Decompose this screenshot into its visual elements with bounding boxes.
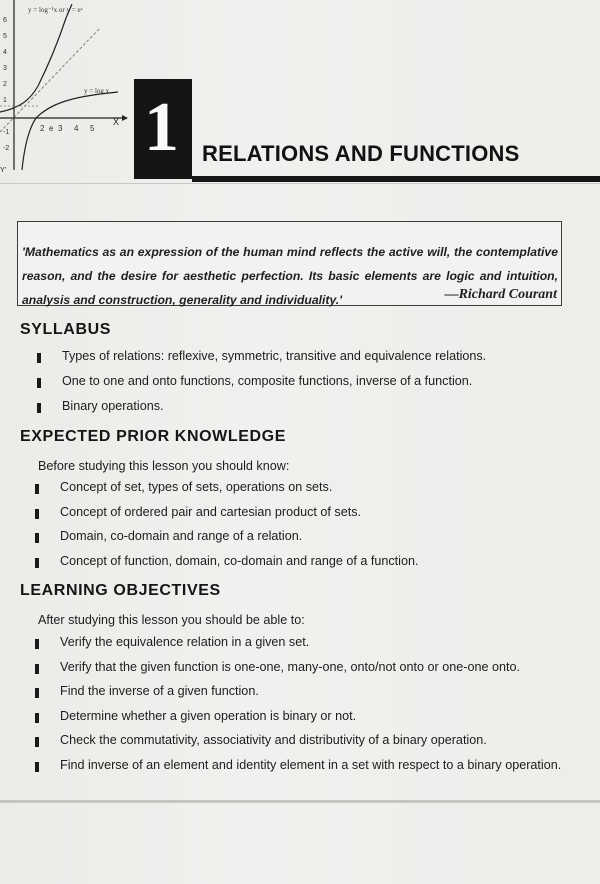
y-tick-label: 6 (3, 17, 7, 24)
y-tick-label: -2 (3, 145, 10, 152)
footer-rule (0, 800, 600, 803)
x-axis-arrow (122, 115, 128, 121)
chapter-title: RELATIONS AND FUNCTIONS (202, 141, 520, 166)
y-tick-label: 4 (3, 49, 7, 56)
log-curve-label: y = log x (84, 87, 110, 95)
bullet-marker (35, 762, 39, 772)
list-item: Types of relations: reflexive, symmetric, transitive and equivalence relations. (62, 349, 487, 363)
list-item: Check the commutativity, associativity and distributivity of a binary operation. (60, 733, 487, 747)
bullet-marker (35, 533, 39, 543)
bullet-marker (35, 713, 39, 723)
y-axis-label: Y' (0, 167, 7, 174)
log-exp-graph (0, 0, 135, 175)
list-item: Binary operations. (62, 399, 164, 413)
chapter-number: 1 (144, 89, 179, 166)
x-tick-label: 3 (58, 124, 63, 133)
list-item: Concept of function, domain, co-domain and range of a function. (60, 553, 419, 568)
x-tick-label: 5 (90, 124, 95, 133)
identity-line (0, 28, 100, 132)
bullet-marker (35, 509, 39, 519)
chapter-number-block (134, 79, 192, 179)
list-item: Concept of set, types of sets, operations on sets. (60, 480, 333, 494)
x-tick-label: 2 (40, 124, 45, 133)
header-divider (0, 183, 600, 184)
objectives-intro: After studying this lesson you should be able to: (38, 613, 305, 627)
exp-curve-label: y = log⁻¹x or y = eˣ (28, 6, 83, 14)
quote-text: 'Mathematics as an expression of the human mind reflects the active will, the contemplative reason, and the desire for aesthetic perfection. Its basic elements are logic and intuition, analysis and construction, generality and individuality.' (22, 245, 558, 307)
bullet-marker (37, 403, 41, 413)
list-item: Domain, co-domain and range of a relation. (60, 529, 303, 543)
syllabus-heading: SYLLABUS (20, 321, 112, 338)
list-item: Concept of ordered pair and cartesian product of sets. (60, 504, 362, 519)
list-item: Find inverse of an element and identity element in a set with respect to a binary operation. (60, 757, 562, 772)
x-axis-label: X (113, 117, 120, 127)
prior-knowledge-heading: EXPECTED PRIOR KNOWLEDGE (20, 428, 286, 445)
x-tick-label: e (49, 124, 54, 133)
y-tick-labels (3, 17, 9, 152)
bullet-marker (35, 558, 39, 568)
bullet-marker (35, 484, 39, 494)
y-tick-label: 5 (3, 33, 7, 40)
objectives-heading: LEARNING OBJECTIVES (20, 582, 221, 599)
list-item: One to one and onto functions, composite functions, inverse of a function. (62, 374, 473, 388)
title-rule (192, 176, 600, 182)
y-tick-label: -1 (3, 129, 10, 136)
list-item: Determine whether a given operation is binary or not. (60, 708, 357, 723)
bullet-marker (35, 737, 39, 747)
x-tick-labels (40, 124, 95, 133)
bullet-marker (35, 664, 39, 674)
quote-author: —Richard Courant (444, 287, 557, 302)
bullet-marker (37, 378, 41, 388)
y-tick-label: 1 (3, 97, 7, 104)
y-tick-label: 3 (3, 65, 7, 72)
log-curve (22, 92, 118, 170)
quote-box (17, 221, 562, 306)
bullet-marker (35, 639, 39, 649)
list-item: Verify the equivalence relation in a given set. (60, 635, 310, 649)
bullet-marker (37, 353, 41, 363)
y-tick-label: 2 (3, 81, 7, 88)
bullet-marker (35, 688, 39, 698)
prior-knowledge-intro: Before studying this lesson you should know: (38, 459, 290, 473)
exp-curve (0, 4, 72, 112)
x-tick-label: 4 (74, 124, 79, 133)
list-item: Verify that the given function is one-one, many-one, onto/not onto or one-one onto. (60, 659, 520, 674)
list-item: Find the inverse of a given function. (60, 684, 259, 698)
